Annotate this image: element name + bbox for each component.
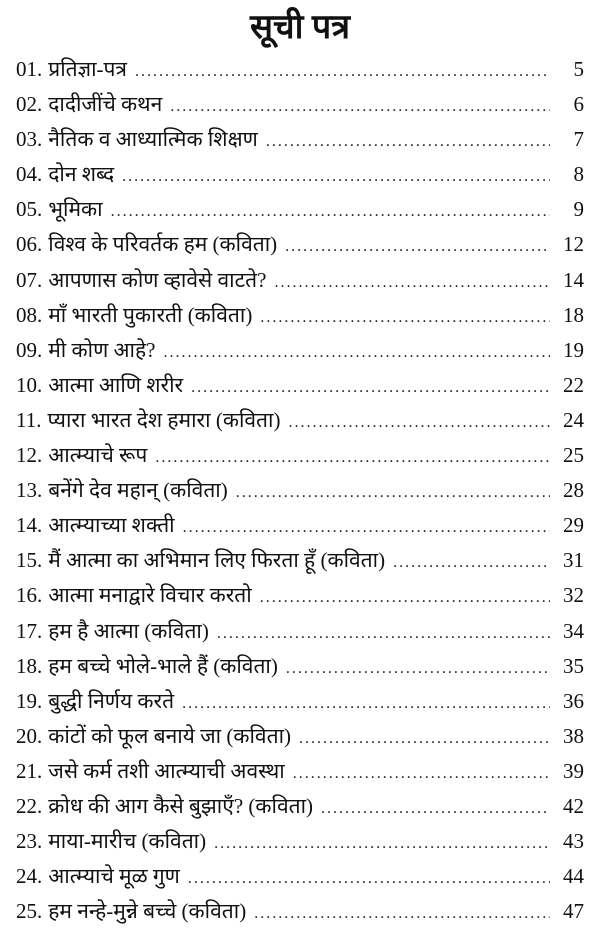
entry-number: 23. bbox=[16, 829, 43, 854]
entry-number: 06. bbox=[16, 232, 43, 257]
entry-title: दादीजींचे कथन bbox=[48, 92, 163, 117]
entry-title: क्रोध की आग कैसे बुझाएँ? (कविता) bbox=[48, 793, 314, 818]
entry-title: माँ भारती पुकारती (कविता) bbox=[48, 302, 253, 327]
entry-page-number: 42 bbox=[563, 793, 584, 818]
entry-page-number: 31 bbox=[563, 548, 584, 573]
entry-number: 05. bbox=[16, 197, 43, 222]
entry-number: 07. bbox=[16, 267, 43, 292]
entry-number: 14. bbox=[16, 513, 43, 538]
entry-title: आत्म्याचे मूळ गुण bbox=[48, 864, 180, 889]
entry-number: 11. bbox=[16, 407, 42, 432]
entry-title: आत्मा आणि शरीर bbox=[48, 372, 184, 397]
entry-page-number: 12 bbox=[563, 232, 584, 257]
entry-number: 18. bbox=[16, 653, 43, 678]
entry-title: आत्म्याचे रूप bbox=[48, 443, 148, 468]
entry-title: आत्म्याच्या शक्ती bbox=[48, 513, 175, 538]
entry-page-number: 24 bbox=[563, 407, 584, 432]
entry-number: 20. bbox=[16, 723, 43, 748]
dot-leader bbox=[122, 159, 550, 194]
entry-title: आपणास कोण व्हावेसे वाटते? bbox=[48, 267, 267, 292]
entry-page-number: 28 bbox=[563, 478, 584, 503]
entry-page-number: 44 bbox=[563, 864, 584, 889]
entry-number: 19. bbox=[16, 688, 43, 713]
toc-entry bbox=[16, 122, 584, 157]
entry-number: 08. bbox=[16, 302, 43, 327]
entry-title: बुद्धी निर्णय करते bbox=[48, 688, 175, 713]
entry-title: प्रतिज्ञा-पत्र bbox=[48, 57, 128, 81]
entry-number: 04. bbox=[16, 162, 43, 187]
entry-number: 15. bbox=[16, 548, 43, 573]
entry-number: 21. bbox=[16, 758, 43, 783]
entry-page-number: 36 bbox=[563, 688, 584, 713]
toc-entry bbox=[16, 227, 584, 262]
entry-title: हम है आत्मा (कविता) bbox=[48, 618, 209, 643]
entry-page-number: 43 bbox=[563, 829, 584, 854]
toc-entry bbox=[16, 543, 584, 578]
entry-title: भूमिका bbox=[48, 197, 103, 222]
entry-title: मैं आत्मा का अभिमान लिए फिरता हूँ (कविता) bbox=[48, 548, 386, 573]
entry-page-number: 29 bbox=[563, 513, 584, 538]
toc-entry bbox=[16, 368, 584, 403]
dot-leader bbox=[299, 721, 550, 756]
toc-entry bbox=[16, 649, 584, 684]
dot-leader bbox=[135, 54, 550, 89]
toc-entry bbox=[16, 824, 584, 859]
dot-leader bbox=[274, 265, 550, 300]
toc-entry bbox=[16, 859, 584, 894]
entry-number: 25. bbox=[16, 899, 43, 924]
dot-leader bbox=[288, 405, 550, 440]
entry-title: प्यारा भारत देश हमारा (कविता) bbox=[47, 407, 281, 432]
entry-page-number: 8 bbox=[573, 162, 584, 187]
entry-page-number: 18 bbox=[563, 302, 584, 327]
entry-number: 24. bbox=[16, 864, 43, 889]
table-of-contents bbox=[16, 52, 584, 929]
page-title: सूची पत्र bbox=[250, 9, 350, 46]
entry-number: 10. bbox=[16, 372, 43, 397]
toc-entry bbox=[16, 508, 584, 543]
entry-page-number: 14 bbox=[563, 267, 584, 292]
entry-page-number: 19 bbox=[563, 337, 584, 362]
toc-entry bbox=[16, 789, 584, 824]
entry-number: 03. bbox=[16, 127, 43, 152]
entry-page-number: 39 bbox=[563, 758, 584, 783]
entry-number: 01. bbox=[16, 57, 43, 81]
toc-entry bbox=[16, 298, 584, 333]
dot-leader bbox=[183, 510, 550, 545]
toc-entry bbox=[16, 754, 584, 789]
entry-title: नैतिक व आध्यात्मिक शिक्षण bbox=[48, 127, 258, 152]
entry-number: 16. bbox=[16, 583, 43, 608]
toc-entry bbox=[16, 894, 584, 929]
entry-page-number: 32 bbox=[563, 583, 584, 608]
dot-leader bbox=[260, 580, 550, 615]
entry-title: जसे कर्म तशी आत्म्याची अवस्था bbox=[48, 758, 285, 783]
dot-leader bbox=[170, 89, 550, 124]
entry-number: 02. bbox=[16, 92, 43, 117]
dot-leader bbox=[155, 440, 550, 475]
toc-entry bbox=[16, 157, 584, 192]
toc-entry bbox=[16, 403, 584, 438]
toc-entry bbox=[16, 192, 584, 227]
toc-entry bbox=[16, 263, 584, 298]
entry-page-number: 35 bbox=[563, 653, 584, 678]
dot-leader bbox=[214, 826, 550, 861]
toc-entry bbox=[16, 87, 584, 122]
entry-number: 09. bbox=[16, 337, 43, 362]
entry-number: 12. bbox=[16, 443, 43, 468]
dot-leader bbox=[191, 370, 550, 405]
dot-leader bbox=[293, 756, 550, 791]
dot-leader bbox=[285, 229, 550, 264]
entry-title: दोन शब्द bbox=[48, 162, 115, 187]
dot-leader bbox=[260, 300, 550, 335]
dot-leader bbox=[266, 124, 550, 159]
entry-page-number: 9 bbox=[573, 197, 584, 222]
entry-page-number: 6 bbox=[573, 92, 584, 117]
entry-page-number: 34 bbox=[563, 618, 584, 643]
dot-leader bbox=[254, 896, 550, 931]
entry-number: 13. bbox=[16, 478, 43, 503]
toc-entry bbox=[16, 719, 584, 754]
toc-entry bbox=[16, 52, 584, 87]
entry-title: बनेंगे देव महान् (कविता) bbox=[48, 478, 228, 503]
entry-page-number: 25 bbox=[563, 443, 584, 468]
dot-leader bbox=[188, 861, 550, 896]
entry-title: हम बच्चे भोले-भाले हैं (कविता) bbox=[48, 653, 278, 678]
entry-title: हम नन्हे-मुन्ने बच्चे (कविता) bbox=[48, 899, 247, 924]
toc-entry bbox=[16, 614, 584, 649]
dot-leader bbox=[321, 791, 550, 826]
entry-page-number: 7 bbox=[573, 127, 584, 152]
entry-title: विश्व के परिवर्तक हम (कविता) bbox=[48, 232, 278, 257]
entry-number: 17. bbox=[16, 618, 43, 643]
entry-title: माया-मारीच (कविता) bbox=[48, 829, 207, 854]
dot-leader bbox=[217, 616, 550, 651]
entry-title: कांटों को फूल बनाये जा (कविता) bbox=[48, 723, 292, 748]
dot-leader bbox=[393, 545, 550, 580]
toc-entry bbox=[16, 333, 584, 368]
toc-entry bbox=[16, 684, 584, 719]
dot-leader bbox=[163, 335, 550, 370]
dot-leader bbox=[182, 686, 550, 721]
dot-leader bbox=[286, 651, 550, 686]
toc-entry bbox=[16, 438, 584, 473]
entry-page-number: 5 bbox=[573, 57, 584, 81]
entry-page-number: 38 bbox=[563, 723, 584, 748]
dot-leader bbox=[236, 475, 550, 510]
entry-title: मी कोण आहे? bbox=[48, 337, 156, 362]
entry-title: आत्मा मनाद्वारे विचार करतो bbox=[48, 583, 252, 608]
dot-leader bbox=[111, 194, 550, 229]
toc-entry bbox=[16, 578, 584, 613]
entry-number: 22. bbox=[16, 793, 43, 818]
entry-page-number: 22 bbox=[563, 372, 584, 397]
entry-page-number: 47 bbox=[563, 899, 584, 924]
toc-entry bbox=[16, 473, 584, 508]
